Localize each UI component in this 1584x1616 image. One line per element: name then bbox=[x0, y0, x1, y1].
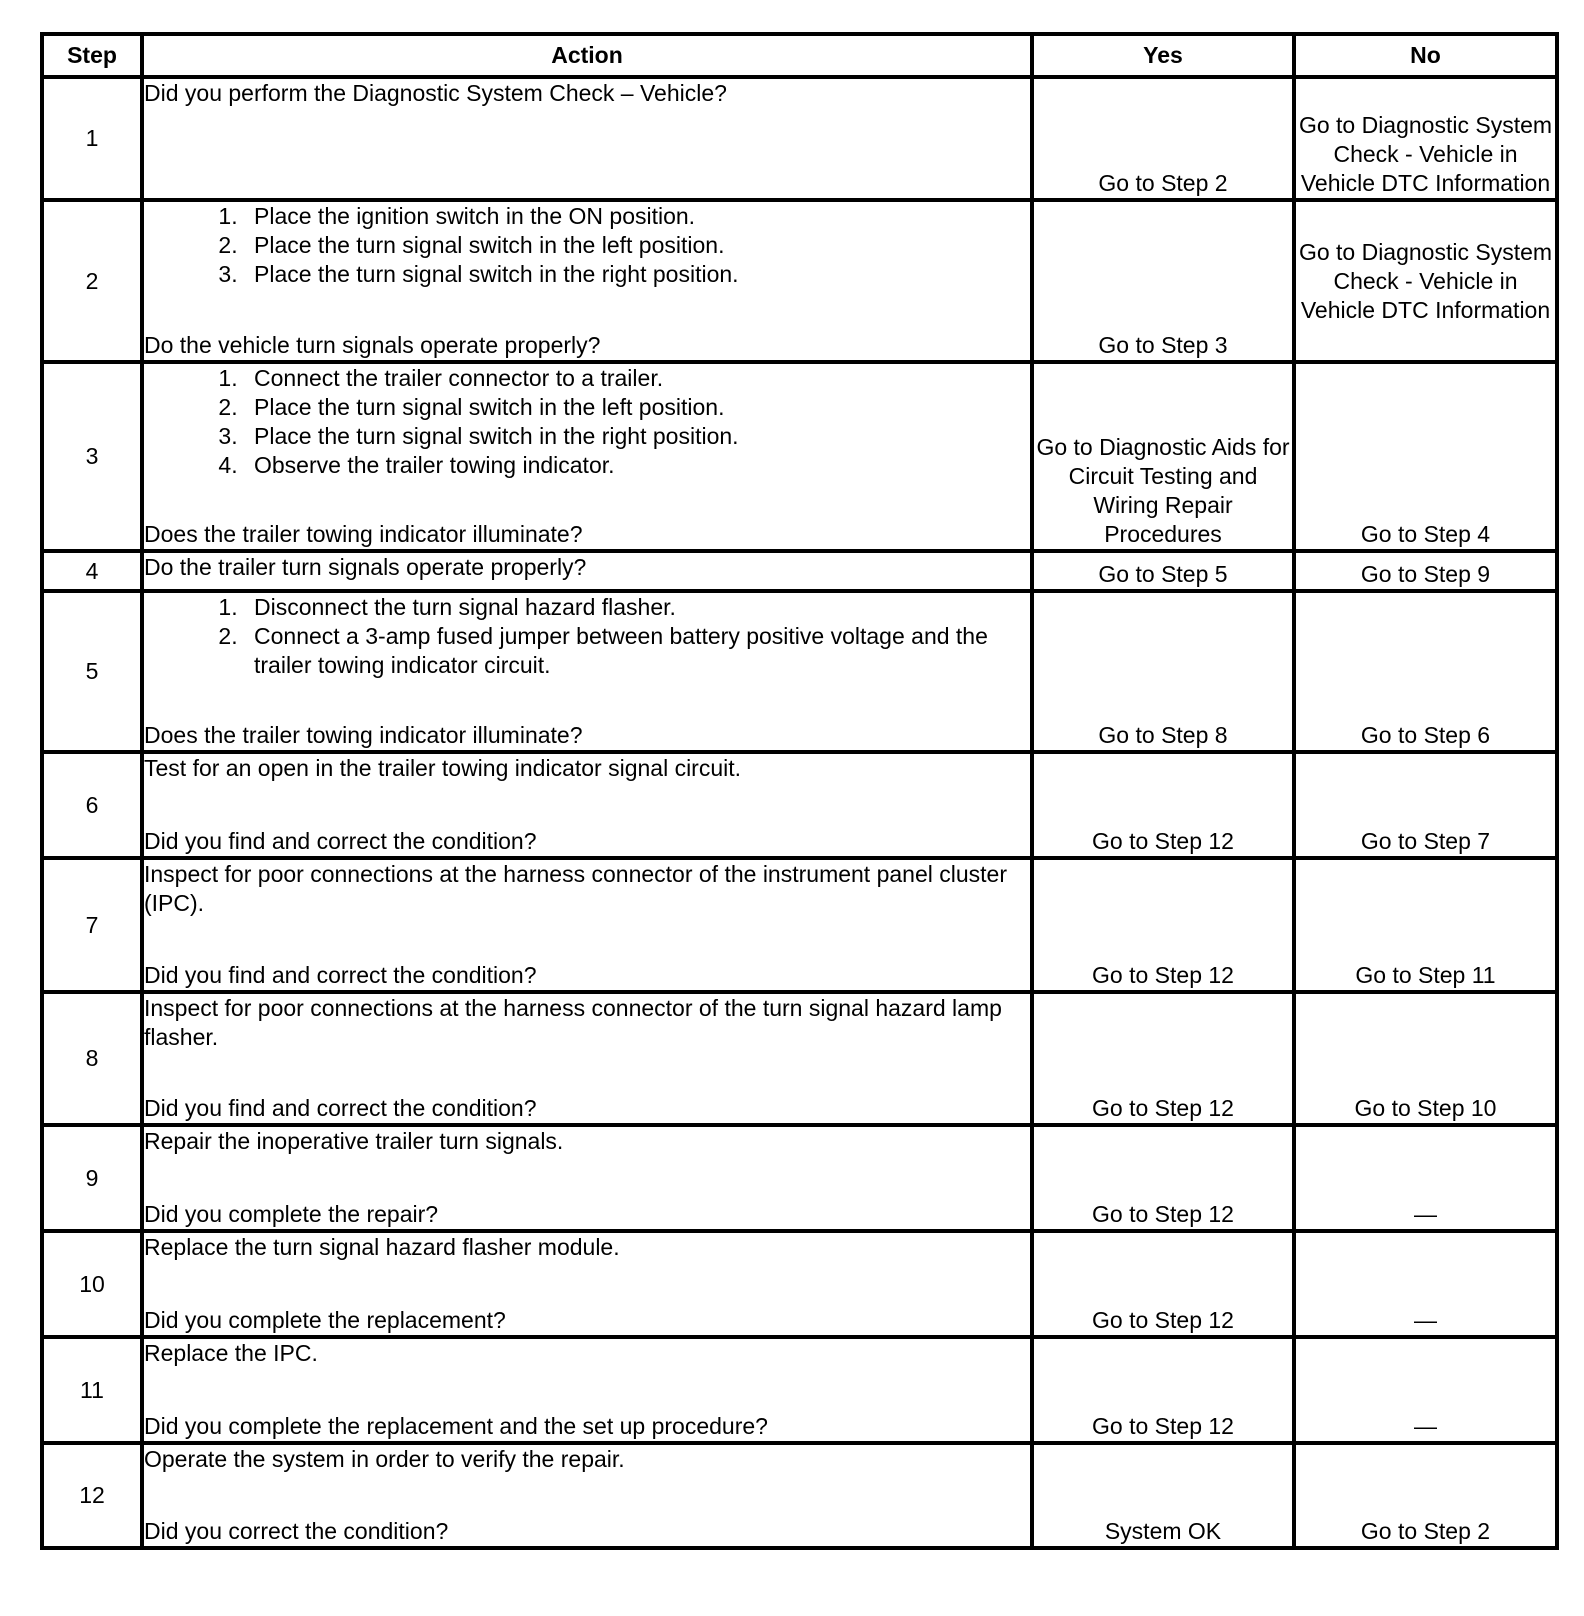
table-row bbox=[42, 992, 1557, 1125]
action-question: Did you find and correct the condition? bbox=[144, 828, 537, 854]
action-content bbox=[144, 364, 1030, 549]
action-content bbox=[144, 1445, 1030, 1546]
step-number: 12 bbox=[42, 1443, 142, 1548]
yes-result: System OK bbox=[1032, 1443, 1294, 1548]
table-row bbox=[42, 591, 1557, 752]
no-result: — bbox=[1294, 1231, 1557, 1337]
table-row bbox=[42, 1443, 1557, 1548]
action-steps-list bbox=[144, 202, 1030, 289]
action-cell bbox=[142, 591, 1032, 752]
action-top bbox=[144, 553, 1030, 582]
step-number: 6 bbox=[42, 752, 142, 858]
action-question: Does the trailer towing indicator illuminate? bbox=[144, 722, 583, 748]
yes-result: Go to Step 12 bbox=[1032, 992, 1294, 1125]
table-row bbox=[42, 1231, 1557, 1337]
action-instruction: Inspect for poor connections at the harness connector of the turn signal hazard lamp flasher. bbox=[144, 995, 1002, 1050]
no-result: Go to Step 4 bbox=[1294, 362, 1557, 551]
yes-result: Go to Step 12 bbox=[1032, 1125, 1294, 1231]
yes-result: Go to Step 8 bbox=[1032, 591, 1294, 752]
action-step-item: 3. Place the turn signal switch in the right position. bbox=[244, 422, 1030, 451]
no-result: Go to Step 6 bbox=[1294, 591, 1557, 752]
action-step-item: 1. Connect the trailer connector to a trailer. bbox=[244, 364, 1030, 393]
action-instruction: Replace the IPC. bbox=[144, 1340, 318, 1366]
no-result: Go to Step 11 bbox=[1294, 858, 1557, 992]
action-cell bbox=[142, 1125, 1032, 1231]
header-no: No bbox=[1294, 34, 1557, 77]
action-cell bbox=[142, 362, 1032, 551]
action-content bbox=[144, 1339, 1030, 1441]
action-question: Do the vehicle turn signals operate properly? bbox=[144, 332, 601, 358]
step-number: 5 bbox=[42, 591, 142, 752]
action-step-item: 1. Place the ignition switch in the ON position. bbox=[244, 202, 1030, 231]
yes-result: Go to Step 12 bbox=[1032, 858, 1294, 992]
action-steps-list bbox=[144, 593, 1030, 680]
action-step-item: 2. Place the turn signal switch in the left position. bbox=[244, 393, 1030, 422]
no-result: — bbox=[1294, 1337, 1557, 1443]
step-number: 7 bbox=[42, 858, 142, 992]
action-instruction: Inspect for poor connections at the harness connector of the instrument panel cluster (IPC). bbox=[144, 861, 1007, 916]
action-step-item: 1. Disconnect the turn signal hazard flasher. bbox=[244, 593, 1030, 622]
action-top bbox=[144, 860, 1030, 918]
no-result: — bbox=[1294, 1125, 1557, 1231]
no-result: Go to Diagnostic System Check - Vehicle in Vehicle DTC Information bbox=[1294, 200, 1557, 362]
action-top bbox=[144, 1445, 1030, 1474]
table-row bbox=[42, 200, 1557, 362]
step-number: 2 bbox=[42, 200, 142, 362]
action-step-item: 2. Place the turn signal switch in the left position. bbox=[244, 231, 1030, 260]
step-number: 3 bbox=[42, 362, 142, 551]
action-top bbox=[144, 79, 1030, 108]
yes-result: Go to Step 3 bbox=[1032, 200, 1294, 362]
no-result: Go to Step 2 bbox=[1294, 1443, 1557, 1548]
action-question: Did you find and correct the condition? bbox=[144, 1095, 537, 1121]
action-content bbox=[144, 553, 1030, 589]
action-cell bbox=[142, 1231, 1032, 1337]
action-content bbox=[144, 593, 1030, 750]
step-number: 9 bbox=[42, 1125, 142, 1231]
yes-result: Go to Step 12 bbox=[1032, 1231, 1294, 1337]
action-top bbox=[144, 1127, 1030, 1156]
no-result: Go to Diagnostic System Check - Vehicle in Vehicle DTC Information bbox=[1294, 77, 1557, 200]
action-cell bbox=[142, 1337, 1032, 1443]
yes-result: Go to Step 12 bbox=[1032, 1337, 1294, 1443]
action-top bbox=[144, 202, 1030, 289]
action-question: Did you complete the replacement? bbox=[144, 1307, 506, 1333]
step-number: 1 bbox=[42, 77, 142, 200]
action-cell bbox=[142, 551, 1032, 591]
action-top bbox=[144, 1233, 1030, 1262]
action-question: Did you complete the repair? bbox=[144, 1201, 439, 1227]
step-number: 11 bbox=[42, 1337, 142, 1443]
header-action: Action bbox=[142, 34, 1032, 77]
table-row bbox=[42, 362, 1557, 551]
table-row bbox=[42, 77, 1557, 200]
action-step-item: 2. Connect a 3-amp fused jumper between battery positive voltage and the trailer towing indicator circuit. bbox=[244, 622, 1030, 680]
action-step-item: 3. Place the turn signal switch in the right position. bbox=[244, 260, 1030, 289]
table-row bbox=[42, 1125, 1557, 1231]
action-instruction: Did you perform the Diagnostic System Check – Vehicle? bbox=[144, 80, 727, 106]
action-top bbox=[144, 1339, 1030, 1368]
no-result: Go to Step 10 bbox=[1294, 992, 1557, 1125]
action-content bbox=[144, 79, 1030, 198]
yes-result: Go to Step 12 bbox=[1032, 752, 1294, 858]
action-top bbox=[144, 754, 1030, 783]
action-question: Did you complete the replacement and the set up procedure? bbox=[144, 1413, 768, 1439]
table-row bbox=[42, 858, 1557, 992]
action-top bbox=[144, 593, 1030, 680]
action-instruction: Do the trailer turn signals operate properly? bbox=[144, 554, 587, 580]
action-content bbox=[144, 860, 1030, 990]
no-result: Go to Step 9 bbox=[1294, 551, 1557, 591]
action-instruction: Test for an open in the trailer towing indicator signal circuit. bbox=[144, 755, 742, 781]
action-cell bbox=[142, 752, 1032, 858]
table-row bbox=[42, 1337, 1557, 1443]
step-number: 8 bbox=[42, 992, 142, 1125]
table-row bbox=[42, 551, 1557, 591]
action-instruction: Operate the system in order to verify the repair. bbox=[144, 1446, 625, 1472]
action-top bbox=[144, 364, 1030, 480]
action-content bbox=[144, 1233, 1030, 1335]
action-content bbox=[144, 994, 1030, 1123]
action-cell bbox=[142, 1443, 1032, 1548]
action-cell bbox=[142, 992, 1032, 1125]
action-top bbox=[144, 994, 1030, 1052]
yes-result: Go to Step 5 bbox=[1032, 551, 1294, 591]
action-step-item: 4. Observe the trailer towing indicator. bbox=[244, 451, 1030, 480]
action-cell bbox=[142, 858, 1032, 992]
action-content bbox=[144, 754, 1030, 856]
action-steps-list bbox=[144, 364, 1030, 480]
action-question: Did you find and correct the condition? bbox=[144, 962, 537, 988]
header-yes: Yes bbox=[1032, 34, 1294, 77]
step-number: 10 bbox=[42, 1231, 142, 1337]
step-number: 4 bbox=[42, 551, 142, 591]
header-row bbox=[42, 34, 1557, 77]
header-step: Step bbox=[42, 34, 142, 77]
diagnostic-table bbox=[40, 32, 1559, 1550]
action-question: Did you correct the condition? bbox=[144, 1518, 449, 1544]
no-result: Go to Step 7 bbox=[1294, 752, 1557, 858]
action-question: Does the trailer towing indicator illuminate? bbox=[144, 521, 583, 547]
action-instruction: Repair the inoperative trailer turn signals. bbox=[144, 1128, 564, 1154]
action-cell bbox=[142, 200, 1032, 362]
action-cell bbox=[142, 77, 1032, 200]
action-content bbox=[144, 202, 1030, 360]
table-row bbox=[42, 752, 1557, 858]
yes-result: Go to Diagnostic Aids for Circuit Testing and Wiring Repair Procedures bbox=[1032, 362, 1294, 551]
action-content bbox=[144, 1127, 1030, 1229]
yes-result: Go to Step 2 bbox=[1032, 77, 1294, 200]
action-instruction: Replace the turn signal hazard flasher module. bbox=[144, 1234, 620, 1260]
